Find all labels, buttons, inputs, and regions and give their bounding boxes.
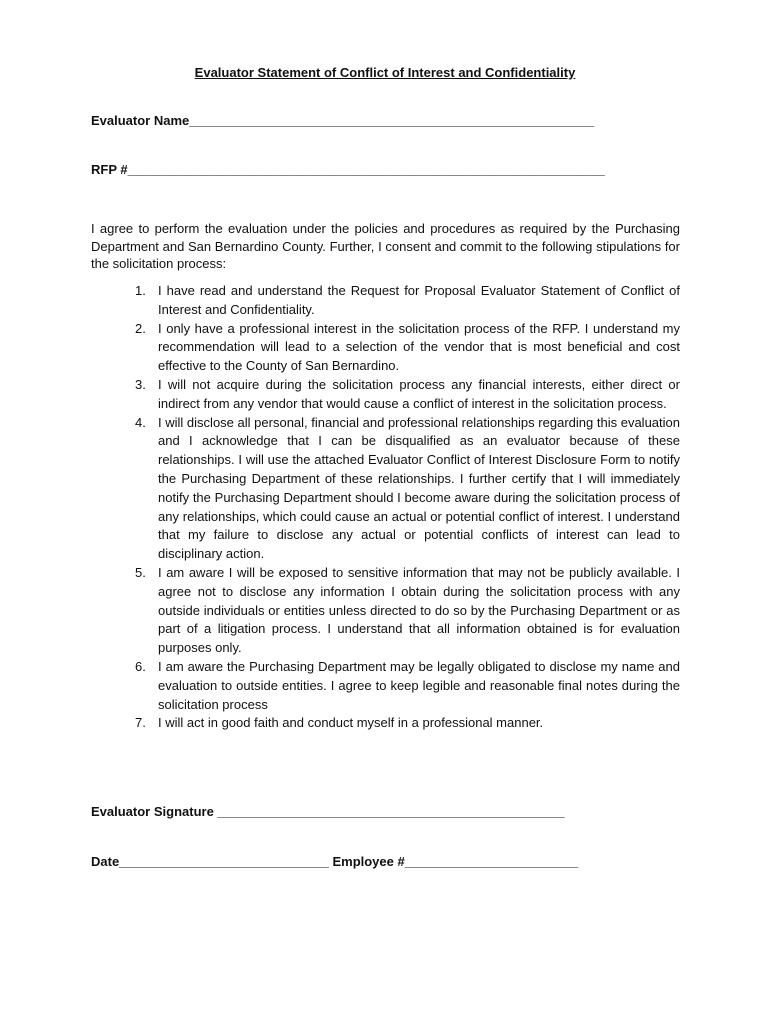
list-item bbox=[91, 714, 680, 733]
list-item-number: 6. bbox=[135, 658, 146, 674]
list-item bbox=[91, 658, 680, 714]
list-item bbox=[91, 320, 680, 376]
list-item bbox=[91, 564, 680, 658]
list-item-text: I will disclose all personal, financial and professional relationships regarding this evaluation and I acknowledge that I can be disqualified as an evaluator because of these relationships. I will use the attached Evaluator Conflict of Interest Disclosure Form to notify the Purchasing Department of these relationships. I further certify that I will immediately notify the Purchasing Department should I become aware during the solicitation process of any relationships, which could cause an actual or potential conflict of interest. I understand that my failure to disclose any actual or potential conflicts of interest can lead to disciplinary action. bbox=[158, 414, 680, 562]
document-title: Evaluator Statement of Conflict of Interest and Confidentiality bbox=[194, 65, 576, 80]
stipulations-list bbox=[91, 282, 680, 733]
list-item-text: I am aware I will be exposed to sensitive information that may not be publicly available. I agree not to disclose any information I obtain during the solicitation process with any outside individuals or entities unless directed to do so by the Purchasing Department or as part of a litigation process. I understand that all information obtained is for evaluation purposes only. bbox=[158, 564, 680, 656]
list-item-text: I will not acquire during the solicitation process any financial interests, either direct or indirect from any vendor that would cause a conflict of interest in the solicitation process. bbox=[158, 376, 680, 411]
list-item-number: 7. bbox=[135, 715, 146, 731]
list-item-text: I am aware the Purchasing Department may be legally obligated to disclose my name and evaluation to outside entities. I agree to keep legible and reasonable final notes during the solicitation process bbox=[158, 658, 680, 712]
list-item-text: I only have a professional interest in the solicitation process of the RFP. I understand my recommendation will lead to a selection of the vendor that is most beneficial and cost effective to the County of San Bernardino. bbox=[158, 320, 680, 374]
intro-paragraph: I agree to perform the evaluation under the policies and procedures as required by the Purchasing Department and San Bernardino County. Further, I consent and commit to the following stipulations for the solicitation process: bbox=[91, 221, 680, 271]
evaluator-signature-field[interactable]: Evaluator Signature ________________________________________________ bbox=[91, 804, 565, 819]
rfp-number-field[interactable]: RFP #__________________________________________________________________ bbox=[91, 162, 605, 177]
list-item-number: 3. bbox=[135, 376, 146, 392]
list-item-text: I will act in good faith and conduct myself in a professional manner. bbox=[158, 715, 544, 731]
list-item-number: 4. bbox=[135, 414, 146, 430]
list-item-number: 1. bbox=[135, 283, 146, 298]
list-item bbox=[91, 282, 680, 320]
evaluator-name-field[interactable]: Evaluator Name________________________________________________________ bbox=[91, 113, 595, 128]
list-item bbox=[91, 376, 680, 414]
list-item bbox=[91, 414, 680, 564]
list-item-number: 2. bbox=[135, 320, 146, 336]
list-item-number: 5. bbox=[135, 564, 146, 580]
list-item-text: I have read and understand the Request for Proposal Evaluator Statement of Conflict of Interest and Confidentiality. bbox=[158, 283, 680, 317]
date-employee-field[interactable]: Date_____________________________ Employee #________________________ bbox=[91, 854, 579, 869]
